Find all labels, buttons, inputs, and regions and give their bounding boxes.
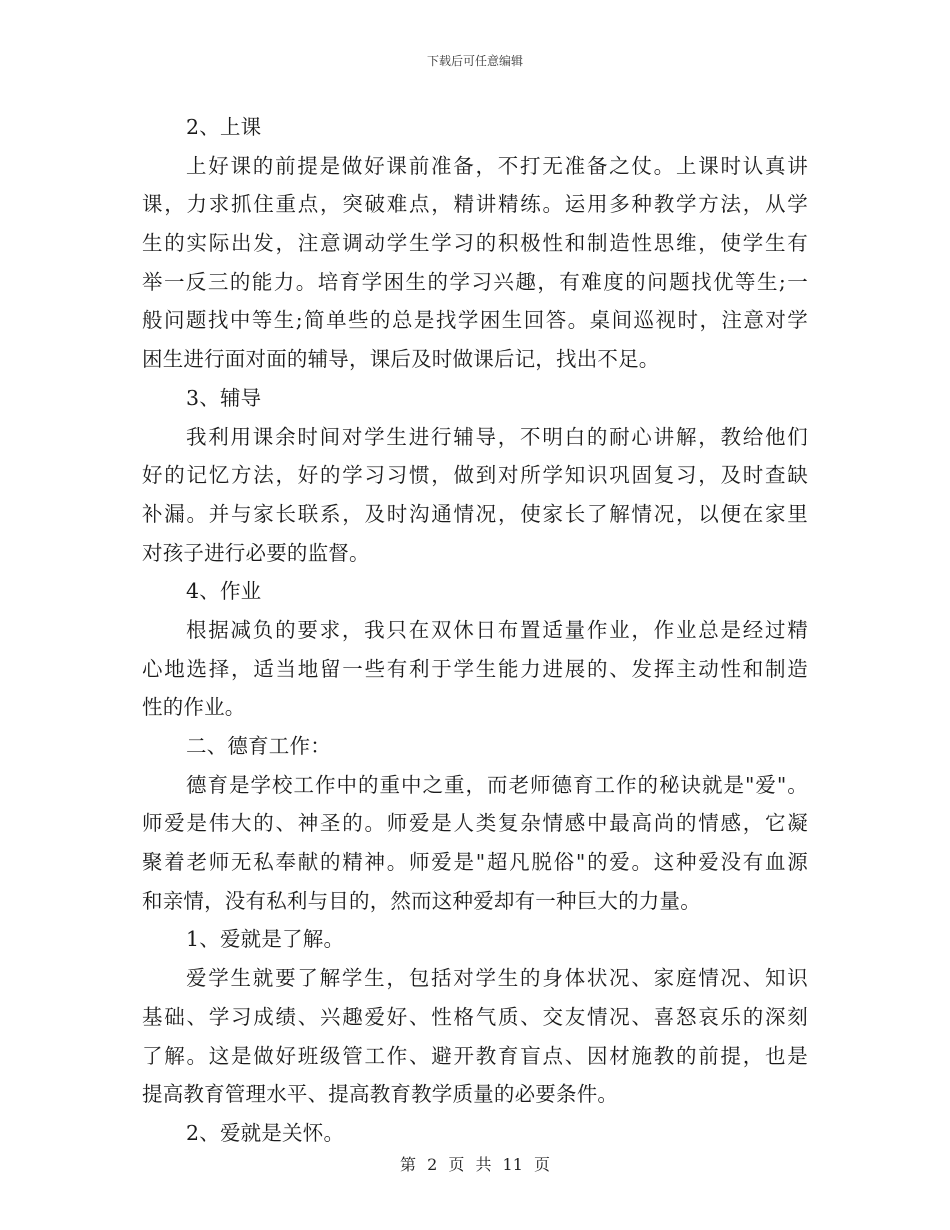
text-line: 好的记忆方法，好的学习习惯，做到对所学知识巩固复习，及时查缺 [142,463,808,488]
section-heading: 4、作业 [186,579,262,604]
section-heading: 3、辅导 [186,385,262,410]
text-line: 和亲情，没有私利与目的，然而这种爱却有一种巨大的力量。 [142,888,701,913]
text-line: 心地选择，适当地留一些有利于学生能力进展的、发挥主动性和制造 [142,656,808,681]
text-line: 上好课的前提是做好课前准备，不打无准备之仗。上课时认真讲 [186,153,808,178]
section-heading: 二、德育工作： [186,734,331,758]
page-header: 下载后可任意编辑 [426,54,523,68]
section-heading: 1、爱就是了解。 [186,927,345,952]
page-number: 第 2 页 共 11 页 [400,1155,550,1174]
text-line: 性的作业。 [142,695,246,720]
text-line: 困生进行面对面的辅导，课后及时做课后记，找出不足。 [142,347,660,372]
text-line: 爱学生就要了解学生，包括对学生的身体状况、家庭情况、知识 [186,966,808,991]
text-line: 了解。这是做好班级管工作、避开教育盲点、因材施教的前提，也是 [142,1043,808,1068]
text-line: 对孩子进行必要的监督。 [142,540,370,565]
text-line: 课，力求抓住重点，突破难点，精讲精练。运用多种教学方法，从学 [142,192,808,217]
text-line: 生的实际出发，注意调动学生学习的积极性和制造性思维，使学生有 [142,231,808,256]
text-line: 举一反三的能力。培育学困生的学习兴趣，有难度的问题找优等生;一 [142,269,808,294]
text-line: 师爱是伟大的、神圣的。师爱是人类复杂情感中最高尚的情感，它凝 [142,811,808,836]
text-line: 我利用课余时间对学生进行辅导，不明白的耐心讲解，教给他们 [186,424,808,449]
text-line: 德育是学校工作中的重中之重，而老师德育工作的秘诀就是"爱"。 [186,772,808,797]
section-heading: 2、上课 [186,115,262,139]
text-line: 般问题找中等生;简单些的总是找学困生回答。桌间巡视时，注意对学 [142,308,808,333]
text-line: 聚着老师无私奉献的精神。师爱是"超凡脱俗"的爱。这种爱没有血源 [142,850,808,875]
text-line: 提高教育管理水平、提高教育教学质量的必要条件。 [142,1082,619,1107]
text-line: 基础、学习成绩、兴趣爱好、性格气质、交友情况、喜怒哀乐的深刻 [142,1004,808,1029]
text-line: 补漏。并与家长联系，及时沟通情况，使家长了解情况，以便在家里 [142,501,808,526]
document-body [142,108,808,1153]
section-heading: 2、爱就是关怀。 [186,1120,345,1145]
text-line: 根据减负的要求，我只在双休日布置适量作业，作业总是经过精 [186,617,808,642]
